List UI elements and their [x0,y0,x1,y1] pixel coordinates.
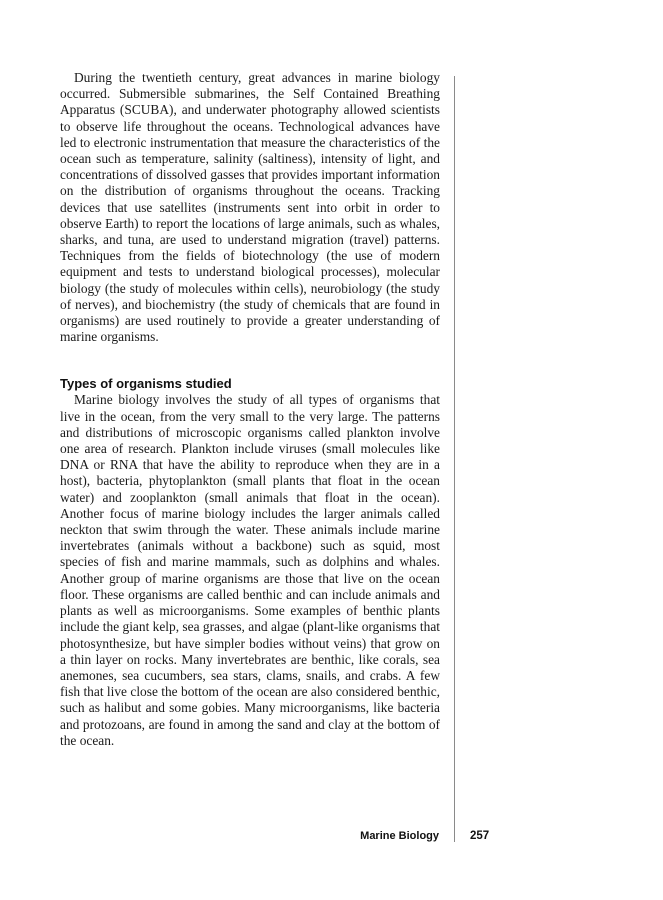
margin-divider-rule [454,76,455,842]
section-heading: Types of organisms studied [60,376,232,392]
main-text-column [60,70,440,749]
page-number: 257 [470,830,490,842]
running-footer-title: Marine Biology [360,830,439,842]
section-paragraph: Marine biology involves the study of all types of organisms that live in the ocean, from the very small to the very large. The patterns and distributions of microscopic organisms called plankton involve one area of research. Plankton include viruses (small molecules like DNA or RNA that have the ability to reproduce when they are in a host), bacteria, phytoplankton (small plants that float in the ocean water) and zooplankton (small animals that float in the ocean). Another focus of marine biology includes the larger animals called neckton that swim through the water. These animals include marine invertebrates (animals without a backbone) such as squid, most species of fish and marine mammals, such as dolphins and whales. Another group of marine organisms are those that live on the ocean floor. These organisms are called benthic and can include animals and plants as well as microorganisms. Some examples of benthic plants include the giant kelp, sea grasses, and algae (plant-like organisms that photosynthesize, but have simpler bodies without veins) that grow on a thin layer on rocks. Many invertebrates are benthic, like corals, sea anemones, sea cucumbers, sea stars, clams, snails, and crabs. A few fish that live close the bottom of the ocean are also considered benthic, such as halibut and some gobies. Many microorganisms, like bacteria and protozoans, are found in among the sand and clay at the bottom of the ocean. [60,392,440,748]
intro-paragraph: During the twentieth century, great advances in marine biology occurred. Submersible submarines, the Self Contained Breathing Apparatus (SCUBA), and underwater photography allowed scientists to observe life throughout the oceans. Technological advances have led to electronic instrumentation that measure the characteristics of the ocean such as temperature, salinity (saltiness), intensity of light, and concentrations of dissolved gasses that provides important information on the distribution of organisms throughout the oceans. Tracking devices that use satellites (instruments sent into orbit in order to observe Earth) to report the locations of large animals, such as whales, sharks, and tuna, are used to understand migration (travel) patterns. Techniques from the fields of biotechnology (the use of modern equipment and tests to understand biological processes), molecular biology (the study of molecules within cells), neurobiology (the study of nerves), and biochemistry (the study of chemicals that are found in organisms) are used routinely to provide a greater understanding of marine organisms. [60,70,440,345]
